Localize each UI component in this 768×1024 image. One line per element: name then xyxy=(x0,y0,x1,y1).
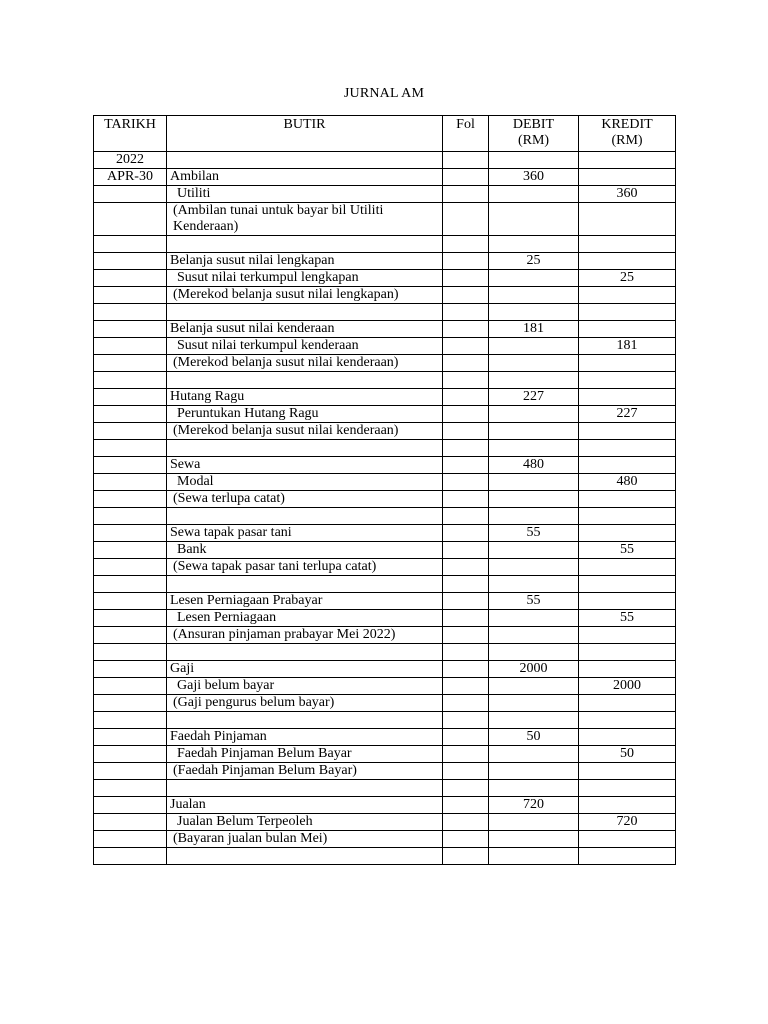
credit-cell xyxy=(579,627,676,644)
debit-cell xyxy=(489,508,579,525)
particulars-cell: Susut nilai terkumpul kenderaan xyxy=(167,338,443,355)
table-row xyxy=(94,508,676,525)
particulars-cell xyxy=(167,576,443,593)
particulars-cell: Lesen Perniagaan Prabayar xyxy=(167,593,443,610)
table-row xyxy=(94,593,676,610)
folio-cell xyxy=(443,423,489,440)
journal-table xyxy=(93,115,676,865)
date-cell xyxy=(94,372,167,389)
folio-cell xyxy=(443,644,489,661)
date-cell xyxy=(94,746,167,763)
particulars-cell: Bank xyxy=(167,542,443,559)
folio-cell xyxy=(443,491,489,508)
table-row xyxy=(94,406,676,423)
debit-cell xyxy=(489,814,579,831)
date-cell xyxy=(94,508,167,525)
date-cell xyxy=(94,831,167,848)
debit-cell: 25 xyxy=(489,253,579,270)
table-row xyxy=(94,270,676,287)
debit-cell xyxy=(489,559,579,576)
folio-cell xyxy=(443,253,489,270)
credit-cell xyxy=(579,525,676,542)
particulars-cell: (Faedah Pinjaman Belum Bayar) xyxy=(167,763,443,780)
header-particulars: BUTIR xyxy=(167,116,443,152)
table-row xyxy=(94,304,676,321)
particulars-cell: (Merekod belanja susut nilai lengkapan) xyxy=(167,287,443,304)
folio-cell xyxy=(443,169,489,186)
credit-cell: 2000 xyxy=(579,678,676,695)
credit-cell xyxy=(579,169,676,186)
particulars-cell: Ambilan xyxy=(167,169,443,186)
credit-cell xyxy=(579,729,676,746)
date-cell xyxy=(94,576,167,593)
debit-cell xyxy=(489,338,579,355)
credit-cell xyxy=(579,644,676,661)
folio-cell xyxy=(443,627,489,644)
credit-cell xyxy=(579,321,676,338)
debit-cell xyxy=(489,712,579,729)
debit-cell: 50 xyxy=(489,729,579,746)
date-cell xyxy=(94,321,167,338)
particulars-cell xyxy=(167,440,443,457)
particulars-cell: (Gaji pengurus belum bayar) xyxy=(167,695,443,712)
folio-cell xyxy=(443,831,489,848)
credit-cell xyxy=(579,661,676,678)
debit-cell xyxy=(489,236,579,253)
table-row xyxy=(94,678,676,695)
date-cell xyxy=(94,695,167,712)
debit-cell: 720 xyxy=(489,797,579,814)
date-cell xyxy=(94,236,167,253)
date-cell xyxy=(94,542,167,559)
debit-cell xyxy=(489,152,579,169)
credit-cell xyxy=(579,797,676,814)
table-row xyxy=(94,203,676,236)
date-cell xyxy=(94,644,167,661)
folio-cell xyxy=(443,389,489,406)
folio-cell xyxy=(443,440,489,457)
table-row xyxy=(94,169,676,186)
debit-cell xyxy=(489,576,579,593)
table-row xyxy=(94,321,676,338)
table-row xyxy=(94,610,676,627)
debit-cell xyxy=(489,610,579,627)
credit-cell xyxy=(579,508,676,525)
credit-cell xyxy=(579,253,676,270)
credit-cell xyxy=(579,593,676,610)
debit-cell: 480 xyxy=(489,457,579,474)
particulars-cell xyxy=(167,508,443,525)
folio-cell xyxy=(443,321,489,338)
folio-cell xyxy=(443,457,489,474)
particulars-cell xyxy=(167,848,443,865)
credit-cell xyxy=(579,491,676,508)
credit-cell xyxy=(579,440,676,457)
particulars-cell: Peruntukan Hutang Ragu xyxy=(167,406,443,423)
date-cell xyxy=(94,661,167,678)
particulars-cell: Jualan xyxy=(167,797,443,814)
credit-cell: 50 xyxy=(579,746,676,763)
date-cell xyxy=(94,406,167,423)
table-row xyxy=(94,831,676,848)
debit-cell: 2000 xyxy=(489,661,579,678)
folio-cell xyxy=(443,678,489,695)
particulars-cell: (Sewa tapak pasar tani terlupa catat) xyxy=(167,559,443,576)
debit-cell: 55 xyxy=(489,593,579,610)
table-row xyxy=(94,287,676,304)
credit-cell xyxy=(579,848,676,865)
header-row xyxy=(94,116,676,152)
folio-cell xyxy=(443,661,489,678)
particulars-cell: Susut nilai terkumpul lengkapan xyxy=(167,270,443,287)
particulars-cell: Hutang Ragu xyxy=(167,389,443,406)
folio-cell xyxy=(443,474,489,491)
debit-cell xyxy=(489,848,579,865)
debit-cell xyxy=(489,270,579,287)
table-row xyxy=(94,186,676,203)
date-cell: APR-30 xyxy=(94,169,167,186)
folio-cell xyxy=(443,270,489,287)
credit-cell xyxy=(579,576,676,593)
debit-cell xyxy=(489,440,579,457)
debit-cell xyxy=(489,695,579,712)
folio-cell xyxy=(443,542,489,559)
date-cell xyxy=(94,729,167,746)
credit-cell xyxy=(579,831,676,848)
credit-cell xyxy=(579,287,676,304)
table-row xyxy=(94,491,676,508)
particulars-cell: (Merekod belanja susut nilai kenderaan) xyxy=(167,423,443,440)
credit-cell: 55 xyxy=(579,610,676,627)
folio-cell xyxy=(443,559,489,576)
header-folio: Fol xyxy=(443,116,489,152)
date-cell xyxy=(94,457,167,474)
particulars-cell: Gaji belum bayar xyxy=(167,678,443,695)
particulars-cell: (Bayaran jualan bulan Mei) xyxy=(167,831,443,848)
credit-cell xyxy=(579,695,676,712)
date-cell xyxy=(94,780,167,797)
date-cell xyxy=(94,338,167,355)
folio-cell xyxy=(443,355,489,372)
folio-cell xyxy=(443,814,489,831)
particulars-cell xyxy=(167,236,443,253)
table-row xyxy=(94,576,676,593)
debit-cell: 227 xyxy=(489,389,579,406)
particulars-cell: (Ansuran pinjaman prabayar Mei 2022) xyxy=(167,627,443,644)
credit-cell xyxy=(579,152,676,169)
date-cell xyxy=(94,253,167,270)
credit-cell xyxy=(579,780,676,797)
credit-cell: 360 xyxy=(579,186,676,203)
particulars-cell xyxy=(167,372,443,389)
debit-cell xyxy=(489,491,579,508)
particulars-cell xyxy=(167,712,443,729)
folio-cell xyxy=(443,152,489,169)
particulars-cell: Lesen Perniagaan xyxy=(167,610,443,627)
table-row xyxy=(94,372,676,389)
date-cell xyxy=(94,186,167,203)
folio-cell xyxy=(443,593,489,610)
header-debit: DEBIT (RM) xyxy=(489,116,579,152)
particulars-cell xyxy=(167,152,443,169)
debit-cell xyxy=(489,203,579,236)
particulars-cell: (Sewa terlupa catat) xyxy=(167,491,443,508)
table-row xyxy=(94,746,676,763)
credit-cell: 480 xyxy=(579,474,676,491)
folio-cell xyxy=(443,304,489,321)
table-row xyxy=(94,695,676,712)
debit-cell xyxy=(489,627,579,644)
debit-cell: 181 xyxy=(489,321,579,338)
date-cell xyxy=(94,440,167,457)
table-row xyxy=(94,152,676,169)
folio-cell xyxy=(443,508,489,525)
debit-cell xyxy=(489,831,579,848)
table-row xyxy=(94,627,676,644)
date-cell xyxy=(94,270,167,287)
folio-cell xyxy=(443,338,489,355)
date-cell xyxy=(94,678,167,695)
debit-cell xyxy=(489,186,579,203)
particulars-cell: Gaji xyxy=(167,661,443,678)
particulars-cell xyxy=(167,780,443,797)
debit-cell xyxy=(489,474,579,491)
credit-cell xyxy=(579,203,676,236)
table-row xyxy=(94,474,676,491)
particulars-cell: Modal xyxy=(167,474,443,491)
table-row xyxy=(94,338,676,355)
table-row xyxy=(94,389,676,406)
particulars-cell: Sewa tapak pasar tani xyxy=(167,525,443,542)
debit-cell xyxy=(489,780,579,797)
date-cell xyxy=(94,491,167,508)
date-cell xyxy=(94,712,167,729)
folio-cell xyxy=(443,287,489,304)
credit-cell: 25 xyxy=(579,270,676,287)
credit-cell xyxy=(579,355,676,372)
credit-cell xyxy=(579,457,676,474)
folio-cell xyxy=(443,236,489,253)
date-cell xyxy=(94,593,167,610)
table-row xyxy=(94,712,676,729)
debit-cell xyxy=(489,644,579,661)
table-row xyxy=(94,763,676,780)
debit-cell xyxy=(489,678,579,695)
credit-cell: 720 xyxy=(579,814,676,831)
debit-cell: 360 xyxy=(489,169,579,186)
debit-cell xyxy=(489,406,579,423)
debit-cell xyxy=(489,287,579,304)
credit-cell: 181 xyxy=(579,338,676,355)
particulars-cell xyxy=(167,644,443,661)
date-cell xyxy=(94,627,167,644)
folio-cell xyxy=(443,186,489,203)
folio-cell xyxy=(443,746,489,763)
debit-cell xyxy=(489,304,579,321)
credit-cell xyxy=(579,389,676,406)
table-row xyxy=(94,814,676,831)
credit-cell xyxy=(579,304,676,321)
table-row xyxy=(94,661,676,678)
table-row xyxy=(94,423,676,440)
date-cell xyxy=(94,814,167,831)
particulars-cell: Jualan Belum Terpeoleh xyxy=(167,814,443,831)
table-row xyxy=(94,644,676,661)
date-cell xyxy=(94,525,167,542)
credit-cell: 55 xyxy=(579,542,676,559)
page-title: JURNAL AM xyxy=(343,86,425,101)
table-row xyxy=(94,848,676,865)
date-cell xyxy=(94,763,167,780)
particulars-cell: Sewa xyxy=(167,457,443,474)
date-cell xyxy=(94,355,167,372)
date-cell xyxy=(94,389,167,406)
date-cell xyxy=(94,797,167,814)
particulars-cell: Belanja susut nilai kenderaan xyxy=(167,321,443,338)
particulars-cell: Utiliti xyxy=(167,186,443,203)
folio-cell xyxy=(443,372,489,389)
folio-cell xyxy=(443,695,489,712)
particulars-cell xyxy=(167,304,443,321)
credit-cell xyxy=(579,559,676,576)
table-row xyxy=(94,457,676,474)
journal-body xyxy=(94,152,676,865)
folio-cell xyxy=(443,763,489,780)
credit-cell xyxy=(579,712,676,729)
debit-cell: 55 xyxy=(489,525,579,542)
table-row xyxy=(94,542,676,559)
debit-cell xyxy=(489,355,579,372)
credit-cell xyxy=(579,763,676,780)
header-date: TARIKH xyxy=(94,116,167,152)
particulars-cell: Belanja susut nilai lengkapan xyxy=(167,253,443,270)
folio-cell xyxy=(443,525,489,542)
table-row xyxy=(94,729,676,746)
debit-cell xyxy=(489,746,579,763)
folio-cell xyxy=(443,203,489,236)
particulars-cell: (Merekod belanja susut nilai kenderaan) xyxy=(167,355,443,372)
particulars-cell: (Ambilan tunai untuk bayar bil Utiliti Kenderaan) xyxy=(167,203,443,236)
table-row xyxy=(94,525,676,542)
table-row xyxy=(94,355,676,372)
date-cell xyxy=(94,287,167,304)
date-cell xyxy=(94,559,167,576)
date-cell xyxy=(94,610,167,627)
date-cell xyxy=(94,203,167,236)
debit-cell xyxy=(489,542,579,559)
folio-cell xyxy=(443,406,489,423)
folio-cell xyxy=(443,848,489,865)
date-cell: 2022 xyxy=(94,152,167,169)
folio-cell xyxy=(443,712,489,729)
credit-cell xyxy=(579,423,676,440)
table-row xyxy=(94,236,676,253)
particulars-cell: Faedah Pinjaman Belum Bayar xyxy=(167,746,443,763)
date-cell xyxy=(94,304,167,321)
folio-cell xyxy=(443,729,489,746)
credit-cell xyxy=(579,372,676,389)
credit-cell: 227 xyxy=(579,406,676,423)
debit-cell xyxy=(489,763,579,780)
debit-cell xyxy=(489,423,579,440)
folio-cell xyxy=(443,780,489,797)
table-row xyxy=(94,253,676,270)
debit-cell xyxy=(489,372,579,389)
credit-cell xyxy=(579,236,676,253)
date-cell xyxy=(94,423,167,440)
date-cell xyxy=(94,474,167,491)
header-credit: KREDIT (RM) xyxy=(579,116,676,152)
table-row xyxy=(94,559,676,576)
folio-cell xyxy=(443,610,489,627)
particulars-cell: Faedah Pinjaman xyxy=(167,729,443,746)
table-row xyxy=(94,780,676,797)
date-cell xyxy=(94,848,167,865)
folio-cell xyxy=(443,576,489,593)
table-row xyxy=(94,440,676,457)
folio-cell xyxy=(443,797,489,814)
table-row xyxy=(94,797,676,814)
